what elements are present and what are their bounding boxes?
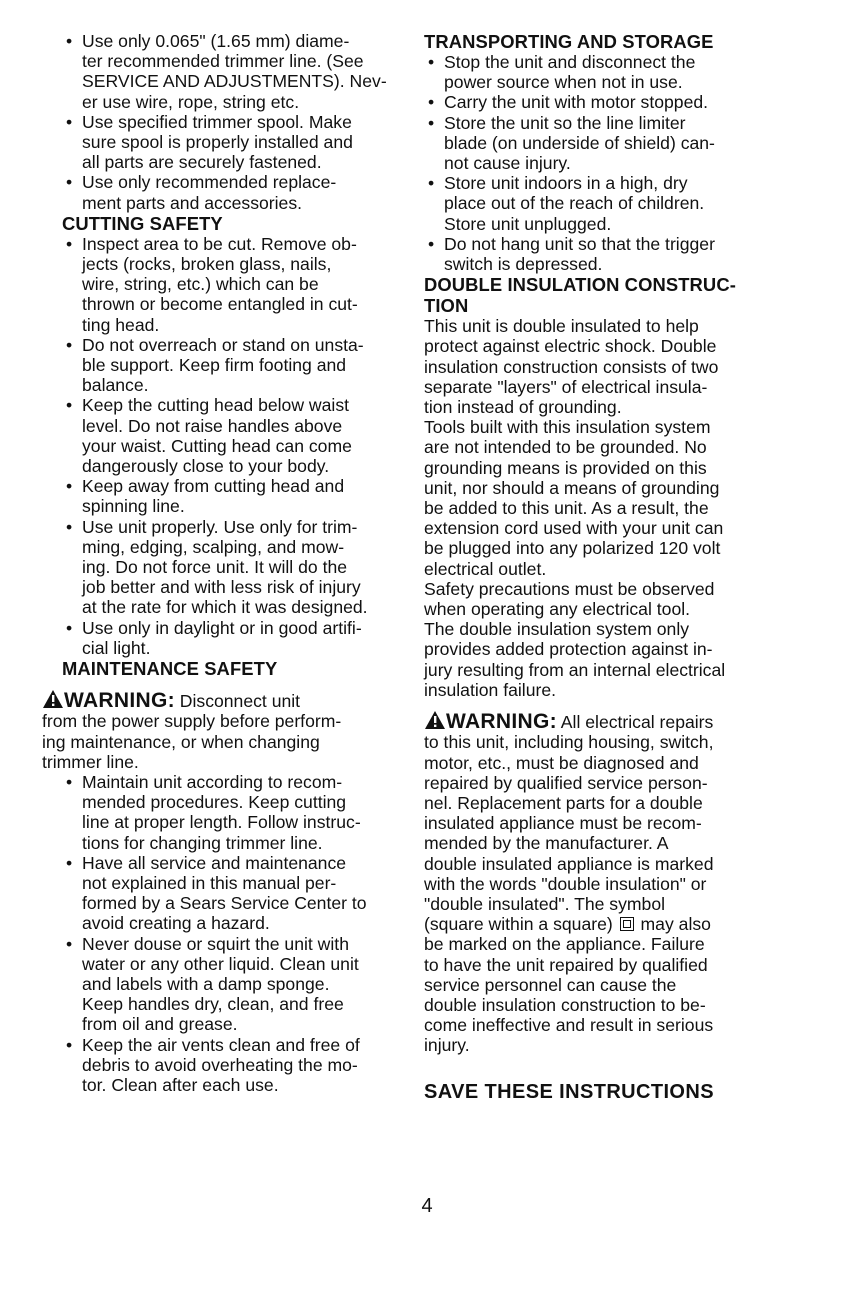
text-line: er use wire, rope, string etc. [82, 91, 300, 112]
text-line: power source when not in use. [444, 72, 683, 93]
text-line: ming, edging, scalping, and mow- [82, 536, 345, 557]
text-line: provides added protection against in- [424, 639, 713, 660]
text-line: spinning line. [82, 496, 185, 517]
text-line: come ineffective and result in serious [424, 1015, 714, 1036]
text-line: when operating any electrical tool. [424, 599, 691, 620]
bullet-icon: • [428, 92, 435, 113]
text-line: grounding means is provided on this [424, 457, 707, 478]
bullet-icon: • [66, 233, 73, 254]
text-line: service personnel can cause the [424, 974, 677, 995]
text-line: Do not hang unit so that the trigger [444, 233, 715, 254]
save-instructions-heading: SAVE THESE INSTRUCTIONS [424, 1080, 714, 1103]
paragraph [424, 316, 764, 417]
text-line: level. Do not raise handles above [82, 415, 343, 436]
text-line: Inspect area to be cut. Remove ob- [82, 233, 357, 254]
text-line: line at proper length. Follow instruc- [82, 812, 361, 833]
repair-warning-body [424, 732, 764, 914]
text-line: Stop the unit and disconnect the [444, 52, 696, 72]
repair-warning-body-continued [424, 934, 764, 1055]
warning-body [42, 711, 392, 772]
bullet-icon: • [66, 111, 73, 132]
text-line: dangerously close to your body. [82, 456, 330, 477]
text-line: Keep away from cutting head and [82, 476, 345, 497]
bullet-icon: • [66, 476, 73, 497]
text-line: double insulation construction to be- [424, 994, 706, 1015]
text-line: mended by the manufacturer. A [424, 833, 669, 854]
double-insulation-body [424, 316, 764, 700]
text-line: switch is depressed. [444, 254, 603, 275]
bullet-icon: • [66, 334, 73, 355]
text-line: Maintain unit according to recom- [82, 771, 343, 792]
warning-text: Disconnect unit [174, 691, 301, 712]
text-line: double insulated appliance is marked [424, 853, 714, 874]
text-line: SERVICE AND ADJUSTMENTS). Nev- [82, 71, 387, 92]
text-line: job better and with less risk of injury [82, 577, 361, 598]
text-line: separate "layers" of electrical insula- [424, 376, 708, 397]
text-line: Keep the cutting head below waist [82, 395, 350, 416]
bullet-item [62, 112, 392, 173]
symbol-line [424, 914, 764, 934]
bullet-item [424, 113, 764, 174]
text-line: protect against electric shock. Double [424, 336, 717, 357]
text-line: and labels with a damp sponge. [82, 973, 330, 994]
bullet-item [62, 172, 392, 212]
maintenance-warning [42, 689, 392, 772]
bullet-item [424, 173, 764, 234]
text-line: avoid creating a hazard. [82, 913, 270, 934]
text-line: from the power supply before perform- [42, 711, 342, 732]
text-line: ment parts and accessories. [82, 192, 303, 213]
text-line: Use only recommended replace- [82, 172, 337, 193]
text-line: ing maintenance, or when changing [42, 731, 320, 752]
bullet-icon: • [66, 395, 73, 416]
bullet-icon: • [66, 933, 73, 954]
symbol-line-text-after: may also [635, 914, 711, 935]
intro-bullet-list [62, 31, 392, 213]
warning-label: WARNING: [64, 689, 175, 713]
text-line: be plugged into any polarized 120 volt [424, 538, 721, 559]
repair-warning [424, 710, 764, 1055]
text-line: formed by a Sears Service Center to [82, 893, 367, 914]
maintenance-safety-heading: MAINTENANCE SAFETY [62, 658, 278, 680]
text-line: mended procedures. Keep cutting [82, 792, 347, 813]
transporting-storage-heading: TRANSPORTING AND STORAGE [424, 31, 714, 52]
text-line: sure spool is properly installed and [82, 132, 353, 153]
text-line: Have all service and maintenance [82, 852, 347, 873]
text-line: place out of the reach of children. [444, 193, 705, 214]
text-line: nel. Replacement parts for a double [424, 792, 703, 813]
bullet-icon: • [66, 1034, 73, 1055]
text-line: unit, nor should a means of grounding [424, 477, 720, 498]
text-line: water or any other liquid. Clean unit [82, 953, 359, 974]
bullet-item [62, 476, 392, 516]
text-line: not cause injury. [444, 153, 571, 174]
bullet-icon: • [428, 112, 435, 133]
paragraph [424, 579, 764, 700]
bullet-item [62, 853, 392, 934]
text-line: with the words "double insulation" or [424, 873, 707, 894]
text-line: from oil and grease. [82, 1014, 238, 1035]
bullet-icon: • [66, 172, 73, 193]
double-insulation-symbol-icon [620, 917, 634, 931]
bullet-item [62, 772, 392, 853]
text-line: Keep handles dry, clean, and free [82, 994, 344, 1015]
text-line: Do not overreach or stand on unsta- [82, 334, 364, 355]
text-line: wire, string, etc.) which can be [82, 274, 319, 295]
text-line: ter recommended trimmer line. (See [82, 51, 364, 72]
text-line: extension cord used with your unit can [424, 518, 724, 539]
warning-text: All electrical repairs [556, 712, 714, 733]
bullet-item [424, 92, 764, 112]
bullet-icon: • [66, 852, 73, 873]
text-line: trimmer line. [42, 751, 139, 772]
text-line: Use only in daylight or in good artifi- [82, 617, 362, 638]
text-line: thrown or become entangled in cut- [82, 294, 358, 315]
right-column [424, 31, 764, 1102]
warning-icon [42, 689, 64, 709]
text-line: to have the unit repaired by qualified [424, 954, 708, 975]
text-line: Never douse or squirt the unit with [82, 933, 349, 954]
text-line: motor, etc., must be diagnosed and [424, 752, 699, 773]
text-line: Store the unit so the line limiter [444, 112, 686, 133]
repair-warning-first-line [424, 710, 764, 732]
page-number: 4 [421, 1195, 433, 1217]
text-line: Use specified trimmer spool. Make [82, 111, 352, 132]
bullet-icon: • [66, 771, 73, 792]
text-line: at the rate for which it was designed. [82, 597, 368, 618]
text-line: ble support. Keep firm footing and [82, 355, 347, 376]
text-line: to this unit, including housing, switch, [424, 732, 714, 753]
maintenance-safety-list [62, 772, 392, 1095]
text-line: your waist. Cutting head can come [82, 435, 352, 456]
text-line: ing. Do not force unit. It will do the [82, 557, 348, 578]
text-line: not explained in this manual per- [82, 872, 337, 893]
warning-label: WARNING: [446, 710, 557, 734]
text-line: DOUBLE INSULATION CONSTRUC- [424, 274, 736, 296]
text-line: electrical outlet. [424, 558, 547, 579]
text-line: repaired by qualified service person- [424, 772, 708, 793]
text-line: jury resulting from an internal electrical [424, 659, 726, 680]
text-line: injury. [424, 1035, 470, 1056]
text-line: Store unit unplugged. [444, 213, 612, 234]
bullet-icon: • [66, 617, 73, 638]
text-line: all parts are securely fastened. [82, 152, 322, 173]
text-line: Use only 0.065" (1.65 mm) diame- [82, 31, 350, 51]
text-line: insulation failure. [424, 679, 557, 700]
text-line: insulation construction consists of two [424, 356, 719, 377]
text-line: "double insulated". The symbol [424, 893, 666, 914]
cutting-safety-heading: CUTTING SAFETY [62, 212, 223, 234]
text-line: Carry the unit with motor stopped. [444, 92, 709, 113]
warning-icon [424, 710, 446, 730]
text-line: tor. Clean after each use. [82, 1074, 279, 1095]
double-insulation-heading [424, 274, 764, 316]
left-column [42, 31, 392, 1095]
text-line: The double insulation system only [424, 619, 690, 640]
text-line: blade (on underside of shield) can- [444, 132, 715, 153]
text-line: cial light. [82, 637, 151, 658]
bullet-item [62, 1035, 392, 1096]
bullet-icon: • [428, 52, 435, 72]
bullet-item [62, 934, 392, 1035]
text-line: tions for changing trimmer line. [82, 832, 323, 853]
cutting-safety-list [62, 234, 392, 658]
bullet-item [62, 234, 392, 335]
warning-first-line [42, 689, 392, 711]
text-line: Use unit properly. Use only for trim- [82, 516, 358, 537]
text-line: Safety precautions must be observed [424, 578, 715, 599]
text-line: are not intended to be grounded. No [424, 437, 707, 458]
text-line: insulated appliance must be recom- [424, 813, 702, 834]
text-line: debris to avoid overheating the mo- [82, 1054, 358, 1075]
text-line: Keep the air vents clean and free of [82, 1034, 360, 1055]
transport-storage-list [424, 52, 764, 274]
text-line: Tools built with this insulation system [424, 417, 711, 438]
bullet-icon: • [428, 173, 435, 194]
bullet-item [424, 234, 764, 274]
bullet-item [424, 52, 764, 92]
text-line: be added to this unit. As a result, the [424, 498, 709, 519]
text-line: balance. [82, 375, 149, 396]
text-line: jects (rocks, broken glass, nails, [82, 254, 332, 275]
symbol-line-text: (square within a square) [424, 914, 618, 935]
bullet-item [62, 335, 392, 396]
text-line: TION [424, 295, 469, 317]
bullet-icon: • [66, 31, 73, 51]
bullet-item [62, 395, 392, 476]
text-line: Store unit indoors in a high, dry [444, 173, 688, 194]
text-line: tion instead of grounding. [424, 397, 622, 418]
bullet-item [62, 618, 392, 658]
bullet-item [62, 517, 392, 618]
paragraph [424, 417, 764, 579]
text-line: This unit is double insulated to help [424, 316, 699, 337]
bullet-item [62, 31, 392, 112]
text-line: be marked on the appliance. Failure [424, 934, 705, 955]
text-line: ting head. [82, 314, 160, 335]
bullet-icon: • [66, 516, 73, 537]
bullet-icon: • [428, 233, 435, 254]
